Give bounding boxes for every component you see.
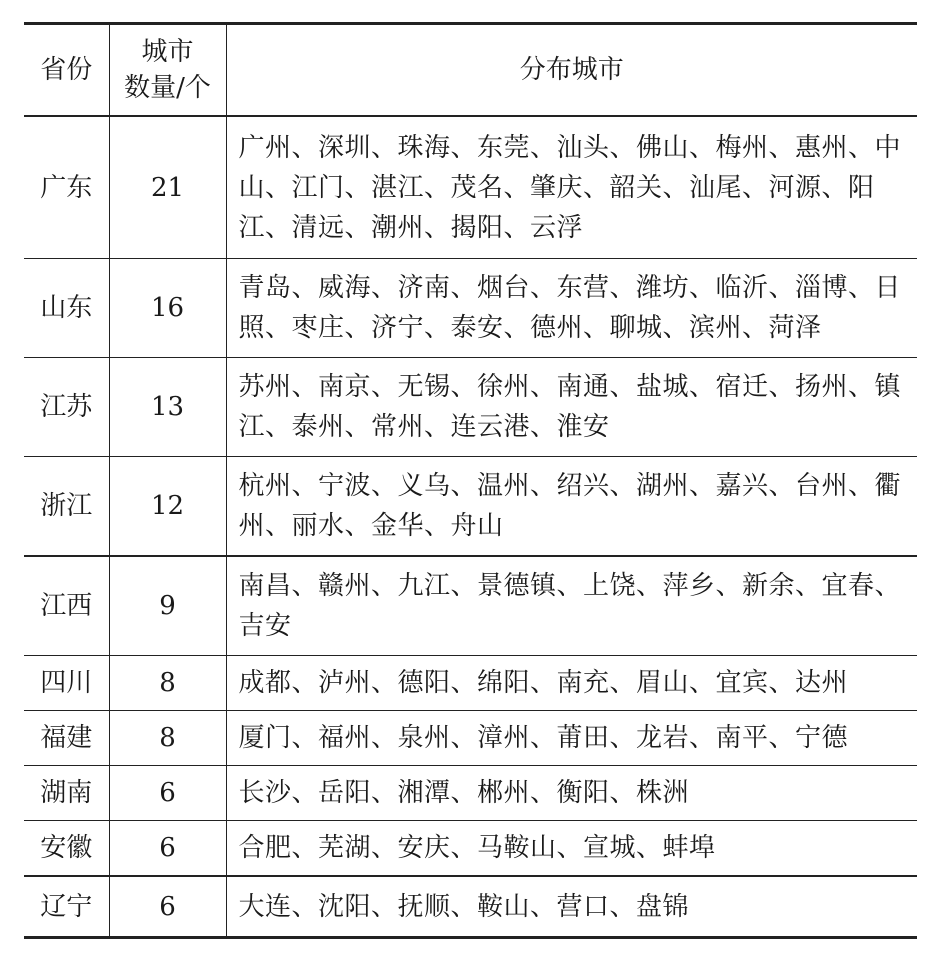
count-cell: 6 <box>109 876 226 938</box>
count-cell: 12 <box>109 457 226 557</box>
table-header-row <box>24 24 917 117</box>
header-count-line1: 城市 <box>141 37 194 67</box>
cities-cell: 杭州、宁波、义乌、温州、绍兴、湖州、嘉兴、台州、衢州、丽水、金华、舟山 <box>226 457 917 557</box>
table-row <box>24 711 917 766</box>
table-row <box>24 116 917 259</box>
count-cell: 9 <box>109 556 226 656</box>
count-cell: 16 <box>109 259 226 358</box>
province-cell: 广东 <box>24 116 109 259</box>
header-province: 省份 <box>24 24 109 117</box>
count-cell: 6 <box>109 821 226 877</box>
province-cell: 福建 <box>24 711 109 766</box>
cities-cell: 苏州、南京、无锡、徐州、南通、盐城、宿迁、扬州、镇江、泰州、常州、连云港、淮安 <box>226 358 917 457</box>
cities-cell: 长沙、岳阳、湘潭、郴州、衡阳、株洲 <box>226 766 917 821</box>
table-row <box>24 876 917 938</box>
table-row <box>24 358 917 457</box>
province-cell: 浙江 <box>24 457 109 557</box>
count-cell: 8 <box>109 711 226 766</box>
header-count-line2: 数量/个 <box>124 73 211 103</box>
province-cell: 湖南 <box>24 766 109 821</box>
table-row <box>24 821 917 877</box>
province-city-table <box>24 22 917 939</box>
cities-cell: 成都、泸州、德阳、绵阳、南充、眉山、宜宾、达州 <box>226 656 917 711</box>
cities-cell: 青岛、威海、济南、烟台、东营、潍坊、临沂、淄博、日照、枣庄、济宁、泰安、德州、聊城、滨州、菏泽 <box>226 259 917 358</box>
document-page <box>24 22 917 939</box>
cities-cell: 合肥、芜湖、安庆、马鞍山、宣城、蚌埠 <box>226 821 917 877</box>
count-cell: 6 <box>109 766 226 821</box>
header-count <box>109 24 226 117</box>
table-row <box>24 766 917 821</box>
table-row <box>24 556 917 656</box>
table-row <box>24 457 917 557</box>
count-cell: 21 <box>109 116 226 259</box>
table-row <box>24 259 917 358</box>
cities-cell: 厦门、福州、泉州、漳州、莆田、龙岩、南平、宁德 <box>226 711 917 766</box>
table-row <box>24 656 917 711</box>
count-cell: 8 <box>109 656 226 711</box>
province-cell: 江西 <box>24 556 109 656</box>
province-cell: 辽宁 <box>24 876 109 938</box>
province-cell: 四川 <box>24 656 109 711</box>
cities-cell: 广州、深圳、珠海、东莞、汕头、佛山、梅州、惠州、中山、江门、湛江、茂名、肇庆、韶关、汕尾、河源、阳江、清远、潮州、揭阳、云浮 <box>226 116 917 259</box>
count-cell: 13 <box>109 358 226 457</box>
cities-cell: 南昌、赣州、九江、景德镇、上饶、萍乡、新余、宜春、吉安 <box>226 556 917 656</box>
header-cities: 分布城市 <box>226 24 917 117</box>
province-cell: 江苏 <box>24 358 109 457</box>
province-cell: 山东 <box>24 259 109 358</box>
province-cell: 安徽 <box>24 821 109 877</box>
cities-cell: 大连、沈阳、抚顺、鞍山、营口、盘锦 <box>226 876 917 938</box>
